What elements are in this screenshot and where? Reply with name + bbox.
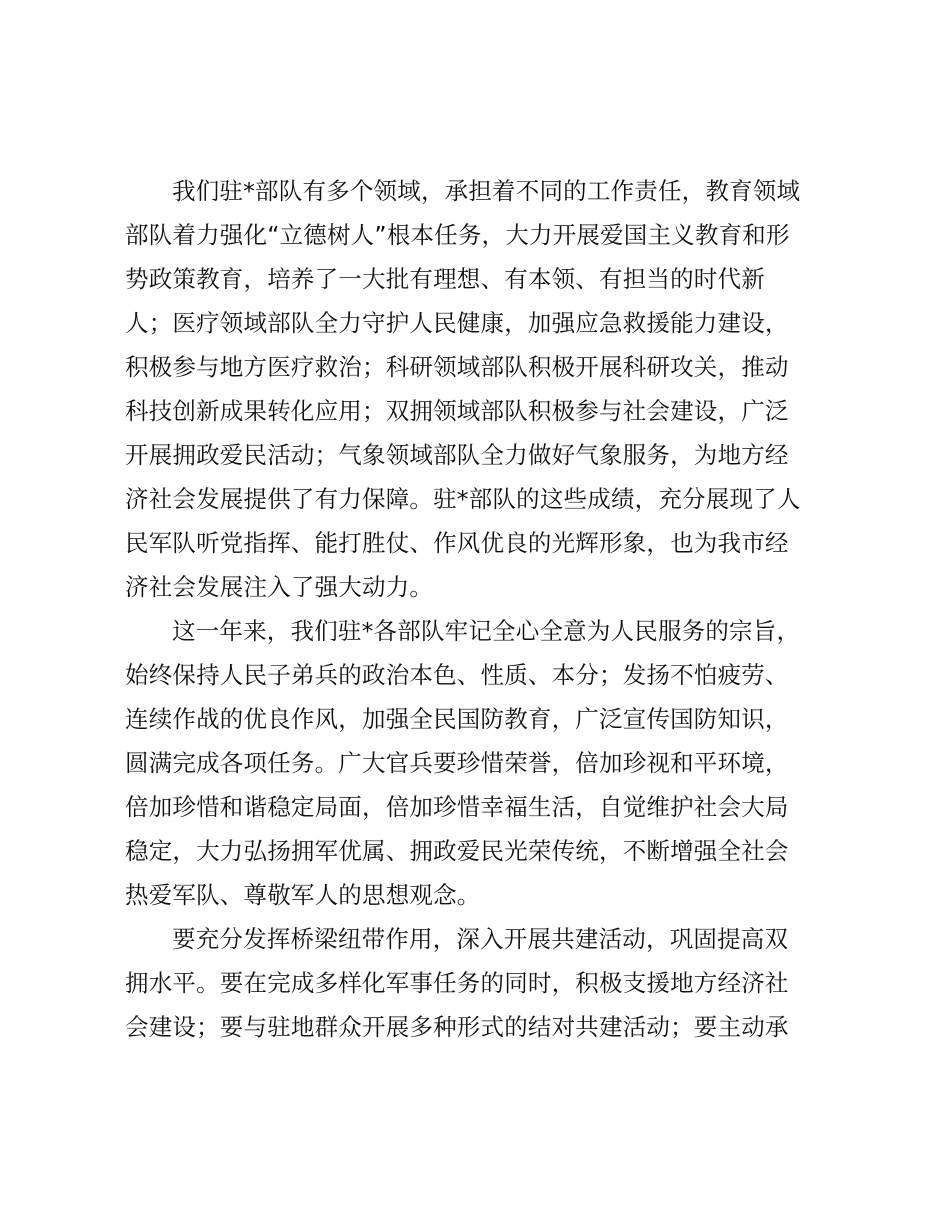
paragraph-line: 会建设；要与驻地群众开展多种形式的结对共建活动；要主动承 — [125, 1013, 789, 1041]
paragraph-3 — [125, 917, 837, 1049]
body-text — [125, 169, 837, 1049]
paragraph-line: 热爱军队、尊敬军人的思想观念。 — [125, 881, 481, 909]
paragraph-line: 济社会发展提供了有力保障。驻*部队的这些成绩，充分展现了人 — [125, 485, 801, 513]
paragraph-line: 始终保持人民子弟兵的政治本色、性质、本分；发扬不怕疲劳、 — [125, 661, 789, 689]
paragraph-line: 连续作战的优良作风，加强全民国防教育，广泛宣传国防知识， — [125, 705, 789, 733]
paragraph-line: 这一年来，我们驻*各部队牢记全心全意为人民服务的宗旨， — [172, 617, 801, 645]
paragraph-line: 民军队听党指挥、能打胜仗、作风优良的光辉形象，也为我市经 — [125, 529, 789, 557]
paragraph-line: 济社会发展注入了强大动力。 — [125, 573, 434, 601]
paragraph-line: 开展拥政爱民活动；气象领域部队全力做好气象服务，为地方经 — [125, 441, 789, 469]
paragraph-1 — [125, 169, 837, 609]
paragraph-2 — [125, 609, 837, 917]
paragraph-line: 圆满完成各项任务。广大官兵要珍惜荣誉，倍加珍视和平环境， — [125, 749, 789, 777]
paragraph-line: 部队着力强化“立德树人”根本任务，大力开展爱国主义教育和形 — [125, 221, 790, 249]
paragraph-line: 要充分发挥桥梁纽带作用，深入开展共建活动，巩固提高双 — [172, 925, 789, 953]
paragraph-line: 我们驻*部队有多个领域，承担着不同的工作责任，教育领域 — [172, 177, 801, 205]
paragraph-line: 科技创新成果转化应用；双拥领域部队积极参与社会建设，广泛 — [125, 397, 789, 425]
paragraph-line: 势政策教育，培养了一大批有理想、有本领、有担当的时代新 — [125, 265, 765, 293]
paragraph-line: 稳定，大力弘扬拥军优属、拥政爱民光荣传统，不断增强全社会 — [125, 837, 789, 865]
paragraph-line: 人；医疗领域部队全力守护人民健康，加强应急救援能力建设， — [125, 309, 789, 337]
paragraph-line: 拥水平。要在完成多样化军事任务的同时，积极支援地方经济社 — [125, 969, 789, 997]
paragraph-line: 倍加珍惜和谐稳定局面，倍加珍惜幸福生活，自觉维护社会大局 — [125, 793, 789, 821]
paragraph-line: 积极参与地方医疗救治；科研领域部队积极开展科研攻关，推动 — [125, 353, 789, 381]
